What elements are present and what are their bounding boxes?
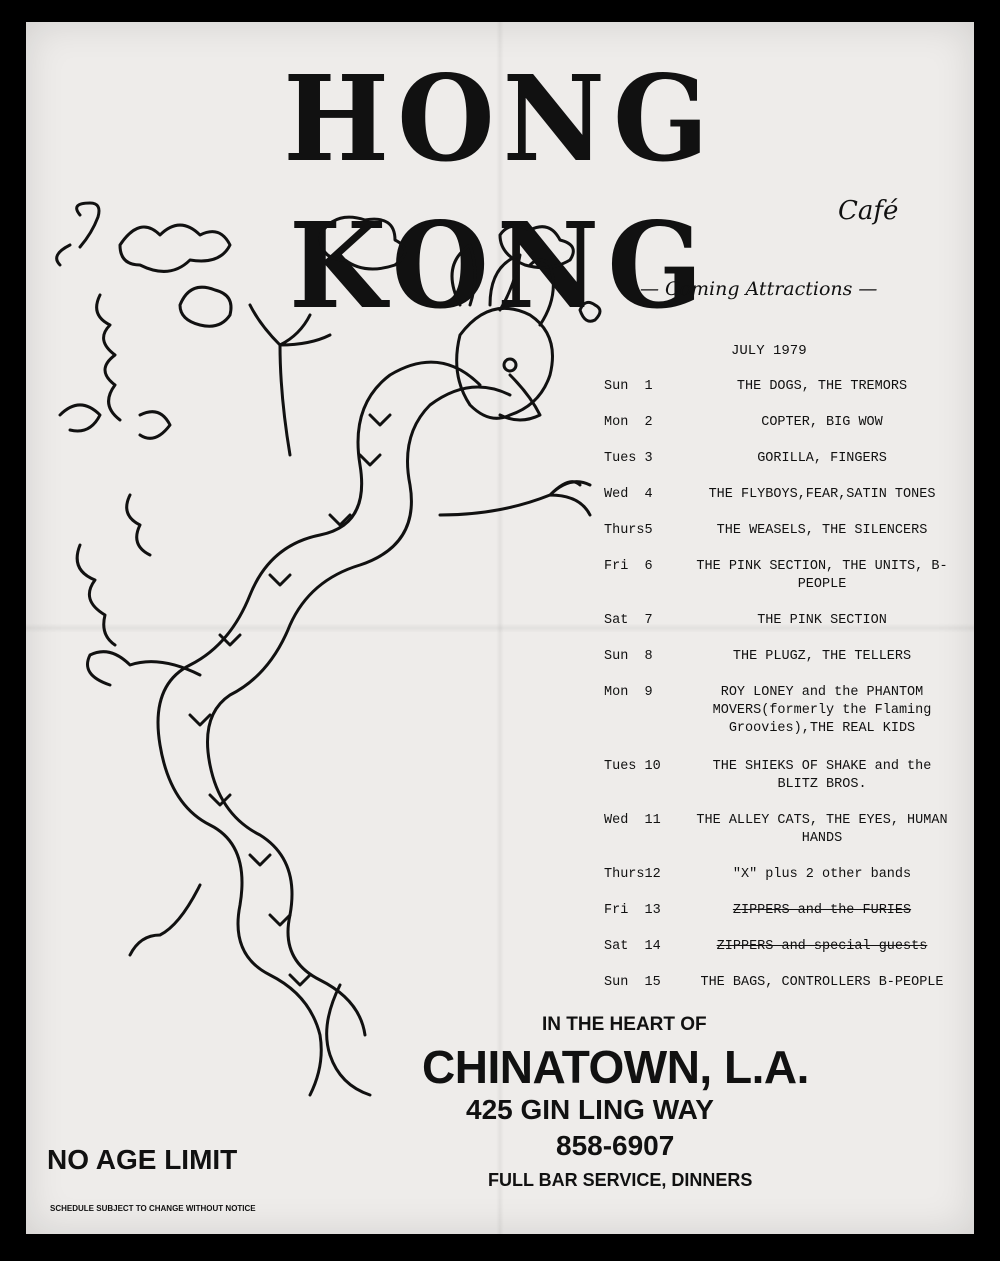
age-limit-text: NO AGE LIMIT [47, 1144, 238, 1175]
cafe-subtitle: Café [838, 196, 899, 226]
schedule-acts: THE PINK SECTION, THE UNITS, B-PEOPLE [696, 559, 948, 592]
schedule-notice: SCHEDULE SUBJECT TO CHANGE WITHOUT NOTICE [50, 1204, 256, 1213]
schedule-acts: THE FLYBOYS,FEAR,SATIN TONES [708, 487, 936, 502]
schedule-acts: COPTER, BIG WOW [761, 415, 883, 430]
schedule-day: Thurs5 [604, 523, 653, 538]
schedule-day: Wed 11 [604, 813, 661, 828]
dragon-illustration [40, 195, 620, 1115]
schedule-day: Mon 9 [604, 685, 653, 700]
coming-attractions-heading: — Coming Attractions — [640, 278, 878, 300]
phone-text: 858-6907 [556, 1130, 675, 1161]
schedule-day: Sun 15 [604, 975, 661, 990]
schedule-day: Sun 1 [604, 379, 653, 394]
schedule-day: Fri 6 [604, 559, 653, 574]
schedule-day: Tues 3 [604, 451, 653, 466]
schedule-acts-crossed: ZIPPERS and special guests [716, 939, 928, 954]
schedule-acts: THE BAGS, CONTROLLERS B-PEOPLE [700, 975, 944, 990]
schedule-day: Wed 4 [604, 487, 653, 502]
schedule-day: Fri 13 [604, 903, 661, 918]
schedule-acts: THE PLUGZ, THE TELLERS [732, 649, 912, 664]
schedule-acts: ROY LONEY and the PHANTOM MOVERS(formerly the Flaming Groovies),THE REAL KIDS [712, 685, 932, 736]
schedule-acts: "X" plus 2 other bands [732, 867, 912, 882]
schedule-day: Sat 14 [604, 939, 661, 954]
schedule-day: Sun 8 [604, 649, 653, 664]
service-text: FULL BAR SERVICE, DINNERS [488, 1170, 753, 1190]
heart-of-text: IN THE HEART OF [542, 1014, 707, 1035]
schedule-acts: THE WEASELS, THE SILENCERS [716, 523, 928, 538]
schedule-acts: THE DOGS, THE TREMORS [736, 379, 908, 394]
schedule-day: Sat 7 [604, 613, 653, 628]
schedule-day: Tues 10 [604, 759, 661, 774]
schedule-acts: THE ALLEY CATS, THE EYES, HUMAN HANDS [696, 813, 948, 846]
schedule-acts: THE SHIEKS OF SHAKE and the BLITZ BROS. [712, 759, 932, 792]
address-text: 425 GIN LING WAY [466, 1094, 714, 1125]
flyer-title: HONG KONG [283, 50, 717, 336]
schedule-acts: THE PINK SECTION [757, 613, 887, 628]
schedule-acts: GORILLA, FINGERS [757, 451, 887, 466]
location-text: CHINATOWN, L.A. [422, 1041, 809, 1093]
schedule-day: Thurs12 [604, 867, 661, 882]
schedule-acts-crossed: ZIPPERS and the FURIES [732, 903, 912, 918]
schedule-day: Mon 2 [604, 415, 653, 430]
schedule-month: JULY 1979 [731, 343, 807, 359]
